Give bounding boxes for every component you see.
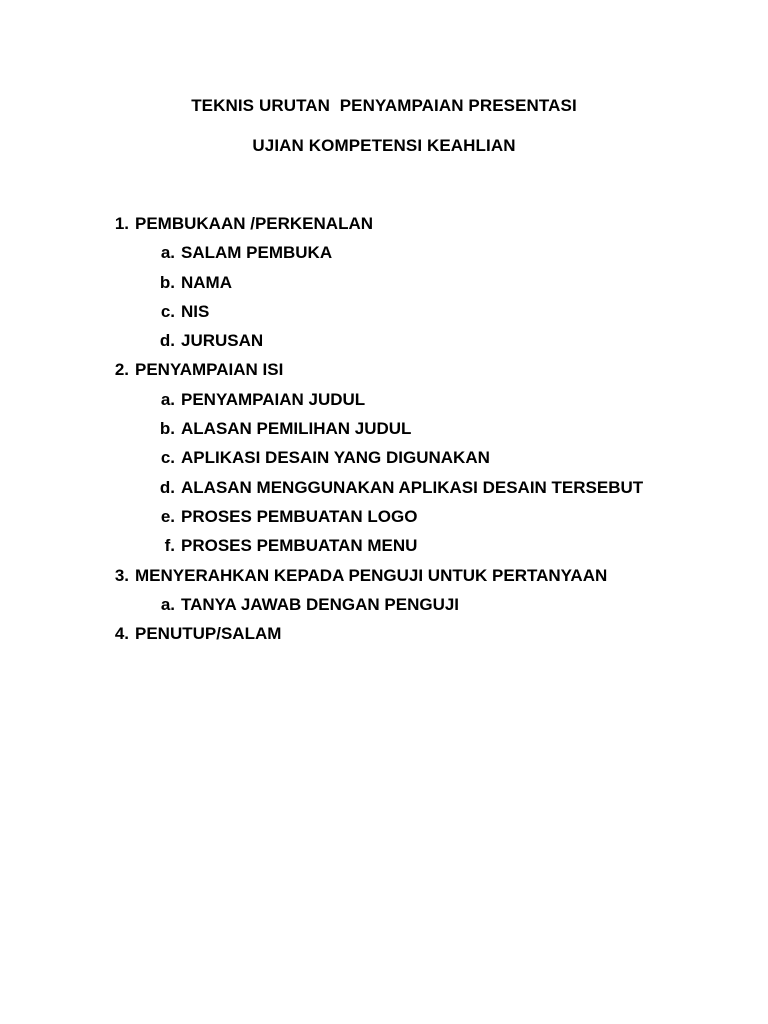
outline-item	[0, 595, 768, 624]
item-text: ALASAN PEMILIHAN JUDUL	[181, 419, 412, 439]
section-heading: PENYAMPAIAN ISI	[135, 360, 284, 380]
outline-section-3	[0, 566, 768, 595]
item-letter: c.	[160, 448, 175, 468]
outline-item	[0, 507, 768, 536]
outline-section-2	[0, 360, 768, 389]
outline-item	[0, 390, 768, 419]
item-letter: d.	[159, 477, 175, 497]
outline-item	[0, 302, 768, 331]
item-text: PROSES PEMBUATAN LOGO	[181, 506, 418, 526]
item-letter: c.	[160, 301, 175, 321]
outline-item	[0, 448, 768, 477]
item-text: SALAM PEMBUKA	[181, 243, 333, 263]
outline-item	[0, 273, 768, 302]
item-text: NAMA	[181, 272, 232, 292]
item-letter: a.	[160, 594, 175, 614]
item-letter: a.	[160, 389, 175, 409]
outline-item	[0, 478, 768, 507]
item-text: PENYAMPAIAN JUDUL	[181, 389, 366, 409]
outline-item	[0, 419, 768, 448]
section-number: 2.	[114, 360, 129, 380]
outline-section-4	[0, 624, 768, 653]
section-heading: PEMBUKAAN /PERKENALAN	[135, 214, 374, 233]
outline-item	[0, 331, 768, 360]
item-letter: e.	[160, 506, 175, 526]
item-text: NIS	[181, 301, 210, 321]
item-text: TANYA JAWAB DENGAN PENGUJI	[181, 594, 460, 614]
section-number: 1.	[114, 214, 129, 233]
section-number: 4.	[114, 624, 129, 644]
item-letter: f.	[164, 536, 175, 556]
section-heading: MENYERAHKAN KEPADA PENGUJI UNTUK PERTANYAAN	[135, 565, 608, 585]
item-text: JURUSAN	[181, 331, 264, 351]
outline-item	[0, 536, 768, 565]
document-title: TEKNIS URUTAN PENYAMPAIAN PRESENTASI	[191, 96, 577, 115]
outline-section-1	[0, 214, 768, 243]
item-letter: d.	[159, 331, 175, 351]
item-text: APLIKASI DESAIN YANG DIGUNAKAN	[181, 448, 490, 468]
section-number: 3.	[114, 565, 129, 585]
item-text: PROSES PEMBUATAN MENU	[181, 536, 418, 556]
section-heading: PENUTUP/SALAM	[135, 624, 282, 644]
item-letter: b.	[159, 419, 175, 439]
item-letter: b.	[159, 272, 175, 292]
item-letter: a.	[160, 243, 175, 263]
item-text: ALASAN MENGGUNAKAN APLIKASI DESAIN TERSEBUT	[181, 477, 644, 497]
presentation-outline	[0, 214, 768, 653]
document-subtitle: UJIAN KOMPETENSI KEAHLIAN	[252, 136, 516, 155]
outline-item	[0, 243, 768, 272]
